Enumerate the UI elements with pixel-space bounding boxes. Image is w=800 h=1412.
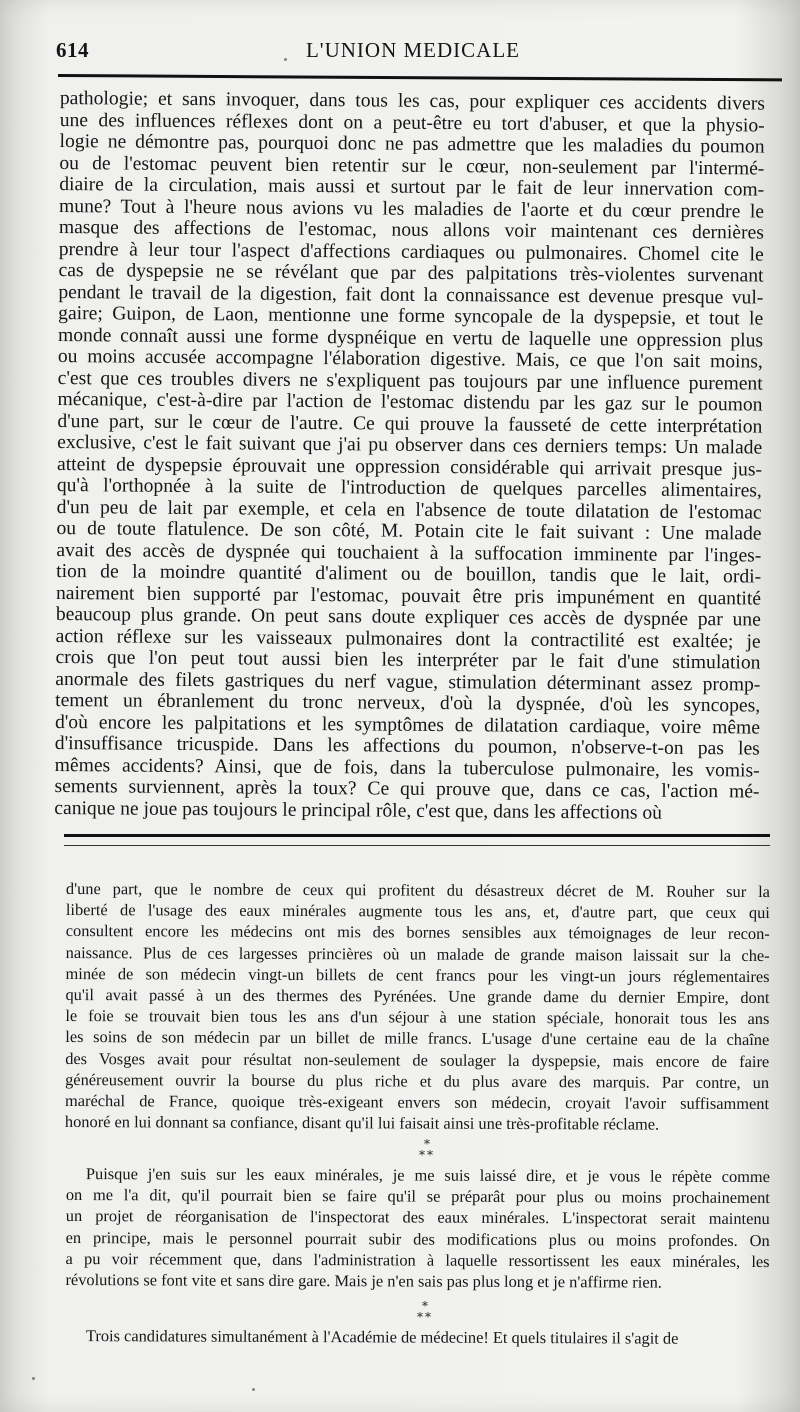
text-line: crois que l'on peut tout aussi bien les interpréter par le fait d'une stimulation	[55, 646, 761, 674]
asterism-bottom: **	[419, 1148, 435, 1162]
footnote-line: les soins de son médecin par un billet de mille francs. L'usage d'une certaine eau de la chaîne	[65, 1027, 770, 1050]
paper-speck	[284, 58, 287, 61]
text-line: ou moins accusée accompagne l'élaboration digestive. Mais, ce que l'on sait moins,	[57, 345, 763, 373]
text-line: atteint de dyspepsie éprouvait une oppression considérable qui arrivait presque jus-	[56, 453, 763, 481]
footnote-line: qu'il avait passé à un des thermes des Pyrénées. Une grande dame du dernier Empire, dont	[65, 985, 770, 1008]
text-line: pathologie; et sans invoquer, dans tous les cas, pour expliquer ces accidents divers	[59, 88, 765, 115]
text-line: canique ne joue pas toujours le principal rôle, c'est que, dans les affections où	[54, 797, 663, 824]
asterism-divider	[411, 1301, 439, 1329]
text-line: cas de dyspepsie ne se révélant que par des palpitations très-violentes survenant	[58, 259, 764, 287]
text-line: masque des affections de l'estomac, nous allons voir maintenant ces dernières	[58, 216, 764, 244]
text-line: tement un ébranlement du tronc nerveux, d'où la dyspnée, d'où les syncopes,	[55, 689, 761, 717]
text-line: ou de l'estomac peuvent bien retentir sur le cœur, non-seulement par l'intermé-	[59, 152, 765, 180]
footnote-line: d'une part, que le nombre de ceux qui profitent du désastreux décret de M. Rouher sur la	[65, 879, 770, 902]
footnote-second-paragraph	[65, 1163, 770, 1293]
text-line: gaire; Guipon, de Laon, mentionne une forme syncopale de la dyspepsie, et tout le	[58, 302, 764, 330]
text-line: d'insuffisance tricuspide. Dans les affections du poumon, n'observe-t-on pas les	[54, 732, 760, 760]
footnote-line: on me l'a dit, qu'il pourrait bien se faire qu'il se préparât pour plus ou moins prochainement	[65, 1185, 770, 1208]
text-line: c'est que ces troubles divers ne s'expliquent pas toujours par une influence purement	[57, 367, 763, 395]
text-line: mécanique, c'est-à-dire par l'action de l'estomac distendu par les gaz sur le poumon	[57, 388, 763, 416]
text-line: monde connaît aussi une forme dyspnéique en vertu de laquelle une oppression plus	[57, 324, 764, 352]
text-line: logie ne démontre pas, pourquoi donc ne pas admettre que les maladies du poumon	[59, 130, 765, 158]
text-line: une des influences réflexes dont on a peut-être eu tort d'abuser, et que la physio-	[59, 109, 765, 137]
asterism-bottom: **	[417, 1310, 433, 1324]
text-line: ou de toute flatulence. De son côté, M. Potain cite le fait suivant : Une malade	[56, 517, 762, 545]
text-line: mune? Tout à l'heure nous avions vu les maladies de l'aorte et du cœur prendre le	[58, 195, 765, 223]
footnote-line: honoré en lui donnant sa confiance, disant qu'il lui faisait ainsi une très-profitable réclame.	[64, 1112, 660, 1134]
footnote-line: un projet de réorganisation de l'inspectorat des eaux minérales. L'inspectorat serait maintenu	[65, 1206, 770, 1229]
footnote-line: le foie se trouvait bien tous les ans d'un séjour à une station spéciale, honorait tous les ans	[65, 1006, 770, 1029]
text-line: anormale des filets gastriques du nerf vague, stimulation déterminant assez promp-	[55, 668, 761, 696]
footnote-separator	[64, 834, 770, 846]
footnote-line: liberté de l'usage des eaux minérales augmente tous les ans, et, d'autre part, que ceux qui	[65, 900, 770, 923]
footnote-line: Trois candidatures simultanément à l'Académie de médecine! Et quels titulaires il s'agit de	[85, 1326, 679, 1348]
footnote-line: Puisque j'en suis sur les eaux minérales, je me suis laissé dire, et je vous le répète comme	[85, 1164, 770, 1187]
footnote-first-paragraph	[65, 878, 770, 1136]
text-line: qu'à l'orthopnée à la suite de l'introduction de quelques parcelles alimentaires,	[56, 474, 762, 502]
asterism-divider	[413, 1139, 441, 1167]
text-line: d'une part, sur le cœur de l'autre. Ce qui prouve la fausseté de cette interprétation	[57, 410, 763, 438]
paper-speck	[252, 1388, 255, 1391]
text-line: sements surviennent, après la toux? Ce qui prouve que, dans ce cas, l'action mé-	[54, 775, 760, 803]
running-title: L'UNION MEDICALE	[305, 38, 520, 62]
text-line: nairement bien supporté par l'estomac, pouvait être pris impunément en quantité	[55, 582, 762, 610]
text-line: beaucoup plus grande. On peut sans doute expliquer ces accès de dyspnée par une	[55, 603, 761, 631]
text-line: exclusive, c'est le fait suivant que j'ai pu observer dans ces derniers temps: Un malade	[57, 431, 763, 459]
asterism-top: *	[422, 1299, 428, 1313]
main-text-block	[54, 88, 765, 825]
text-line: mêmes accidents? Ainsi, que de fois, dans la tuberculose pulmonaire, les vomis-	[54, 754, 760, 782]
text-line: action réflexe sur les vaisseaux pulmonaires dont la contractilité est exaltée; je	[55, 625, 761, 653]
footnote-line: maréchal de France, quoique très-exigeant envers son médecin, croyait l'avoir suffisamment	[64, 1091, 770, 1114]
text-line: pendant le travail de la digestion, fait dont la connaissance est devenue presque vul-	[58, 281, 764, 309]
footnote-line: en principe, mais le personnel pourrait subir des modifications plus ou moins profondes. On	[65, 1227, 770, 1250]
footnote-third-paragraph	[66, 1325, 770, 1349]
header-rule	[58, 74, 782, 81]
text-line: tion de la moindre quantité d'aliment ou de bouillon, tandis que le lait, ordi-	[56, 560, 762, 588]
footnote-line: naissance. Plus de ces largesses princières où un malade de grande maison laissait sur la che-	[65, 942, 770, 965]
text-line: d'où encore les palpitations et les symptômes de dilatation cardiaque, voire même	[54, 711, 761, 739]
footnote-line: généreusement ouvrir la bourse du plus riche et du plus avare des marquis. Par contre, un	[65, 1069, 770, 1092]
page-number: 614	[56, 38, 89, 62]
text-line: d'un peu de lait par exemple, et cela en l'absence de toute dilatation de l'estomac	[56, 496, 762, 524]
paper-speck	[32, 1377, 35, 1380]
footnote-line: révolutions se font vite et sans dire gare. Mais je n'en sais pas plus long et je n'affirme rien.	[65, 1270, 662, 1292]
footnote-line: minée de son médecin vingt-un billets de cent francs pour les vingt-un jours réglementaires	[65, 963, 770, 986]
text-line: prendre à leur tour l'aspect d'affections cardiaques ou pulmonaires. Chomel cite le	[58, 238, 764, 266]
footnote-line: consultent encore les médecins ont mis des bornes sensibles aux témoignages de leur recon-	[65, 921, 770, 944]
footnote-line: des Vosges avait pour résultat non-seulement de soulager la dyspepsie, mais encore de faire	[65, 1048, 770, 1071]
text-line: avait des accès de dyspnée qui touchaient à la suffocation imminente par l'inges-	[56, 539, 762, 567]
text-line: diaire de la circulation, mais aussi et surtout par le fait de leur innervation com-	[59, 173, 765, 201]
footnote-line: a pu voir récemment que, dans l'administration à laquelle ressortissent les eaux minérales, les	[65, 1248, 770, 1271]
page-header	[56, 38, 770, 72]
asterism-top: *	[424, 1137, 430, 1151]
